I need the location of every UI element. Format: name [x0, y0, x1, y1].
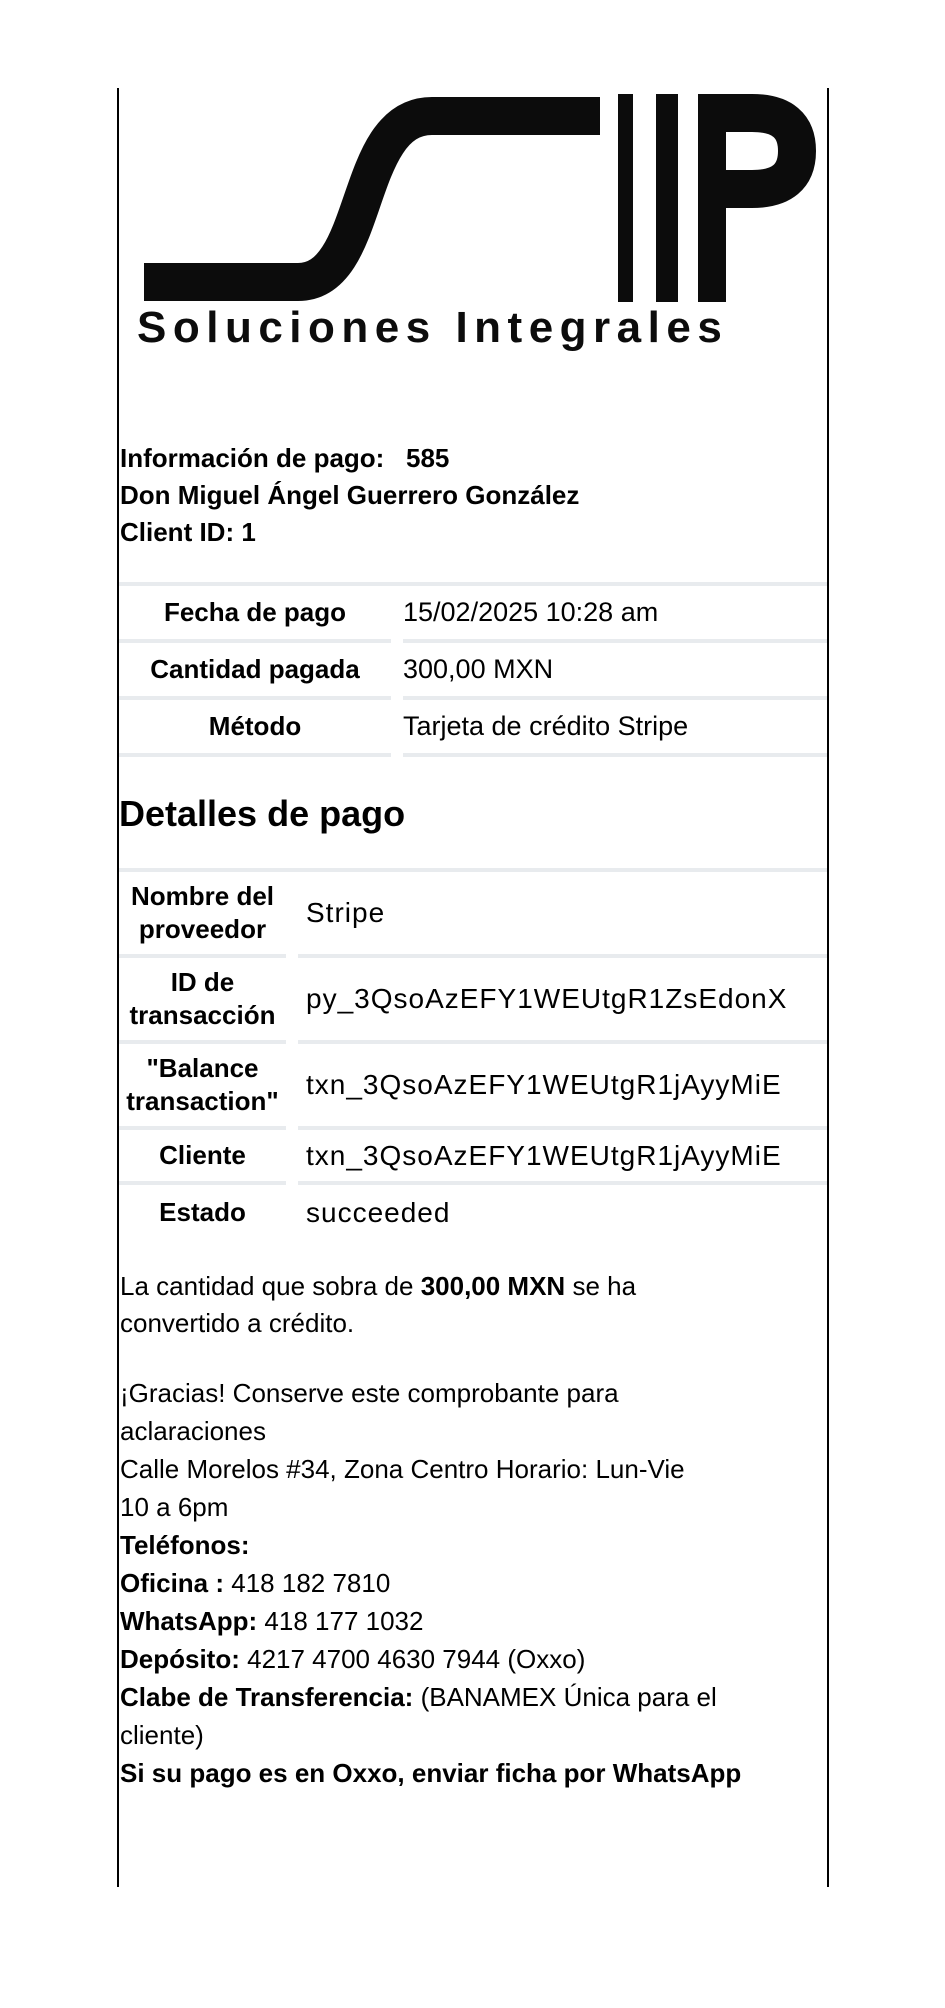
- text-line: cliente): [120, 1720, 204, 1750]
- right-border-rule: [827, 88, 829, 1887]
- row-value: succeeded: [306, 1196, 451, 1228]
- payment-info-block: [120, 440, 579, 551]
- payment-details-table: [119, 868, 827, 1240]
- text-line: Información de pago: 585: [120, 443, 450, 473]
- row-value: txn_3QsoAzEFY1WEUtgR1jAyyMiE: [298, 1044, 827, 1130]
- text-line: Oficina : 418 182 7810: [120, 1568, 391, 1598]
- logo-tagline: Soluciones Integrales: [137, 303, 729, 352]
- payment-summary-table: [119, 582, 827, 757]
- row-label: "Balance transaction": [119, 1044, 286, 1130]
- table-row: [119, 700, 827, 757]
- text-line: 10 a 6pm: [120, 1492, 229, 1522]
- table-row: [119, 1185, 827, 1240]
- table-row: [119, 586, 827, 643]
- details-heading: Detalles de pago: [119, 793, 406, 834]
- row-label: Método: [119, 700, 391, 757]
- logo-bar-1: [618, 94, 633, 302]
- table-row: [119, 643, 827, 700]
- text-line: Calle Morelos #34, Zona Centro Horario: Lun-Vie: [120, 1454, 685, 1484]
- row-label: Fecha de pago: [119, 586, 391, 643]
- text-line: Don Miguel Ángel Guerrero González: [120, 480, 580, 510]
- row-label: ID de transacción: [119, 958, 286, 1044]
- text-line: WhatsApp: 418 177 1032: [120, 1606, 424, 1636]
- table-row: [119, 1130, 827, 1185]
- text-line: Si su pago es en Oxxo, enviar ficha por WhatsApp: [120, 1758, 742, 1788]
- text-line: Depósito: 4217 4700 4630 7944 (Oxxo): [120, 1644, 586, 1674]
- table-row: [119, 958, 827, 1044]
- row-label: Cliente: [119, 1130, 286, 1185]
- text-line: ¡Gracias! Conserve este comprobante para: [120, 1378, 619, 1408]
- credit-note: [120, 1268, 636, 1342]
- row-value: py_3QsoAzEFY1WEUtgR1ZsEdonX: [298, 958, 827, 1044]
- row-value: 15/02/2025 10:28 am: [403, 586, 827, 643]
- sip-logo: [140, 92, 816, 304]
- logo-p-bowl: [724, 113, 797, 189]
- text-line: La cantidad que sobra de 300,00 MXN se ha: [120, 1271, 637, 1301]
- logo-bar-2: [656, 94, 678, 302]
- row-value: txn_3QsoAzEFY1WEUtgR1jAyyMiE: [298, 1130, 827, 1185]
- row-label: Estado: [159, 1197, 246, 1227]
- text-line: Teléfonos:: [120, 1530, 250, 1560]
- row-value: 300,00 MXN: [403, 643, 827, 700]
- row-label: Nombre del proveedor: [119, 872, 286, 958]
- text-line: aclaraciones: [120, 1416, 266, 1446]
- table-row: [119, 872, 827, 958]
- logo-p-stem: [698, 94, 726, 302]
- text-line: Client ID: 1: [120, 517, 256, 547]
- table-row: [119, 1044, 827, 1130]
- text-line: convertido a crédito.: [120, 1308, 355, 1338]
- row-label: Cantidad pagada: [119, 643, 391, 700]
- text-line: Clabe de Transferencia: (BANAMEX Única para el: [120, 1682, 717, 1712]
- row-value: Stripe: [298, 872, 827, 958]
- logo-s-stroke: [144, 116, 600, 282]
- row-value: Tarjeta de crédito Stripe: [403, 700, 827, 757]
- footer-contact-block: [120, 1374, 741, 1792]
